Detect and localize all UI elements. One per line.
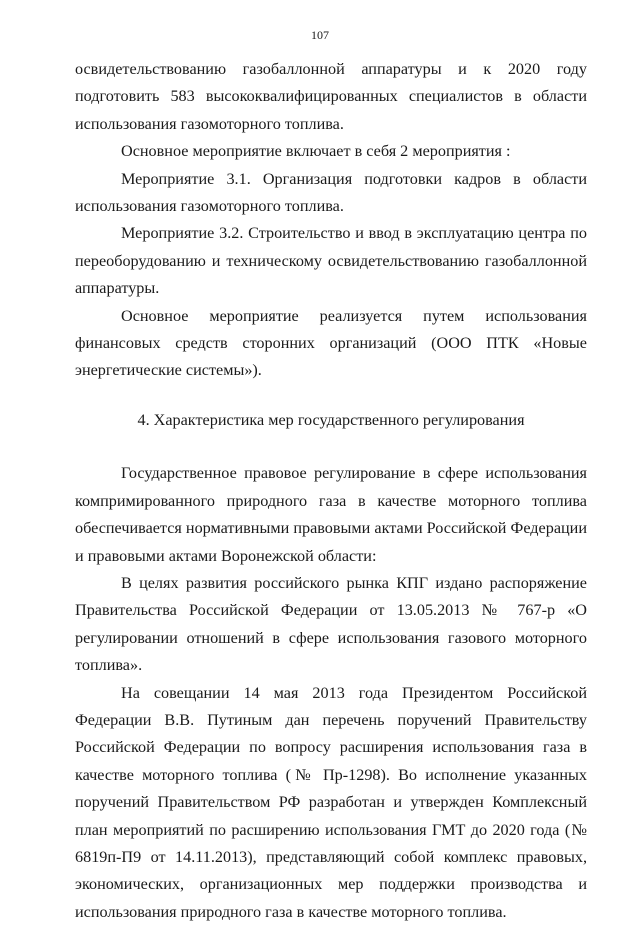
paragraph-state-regulation: Государственное правовое регулирование в сфере использования компримированного природного газа в качестве моторного топлива обеспечивается нормативными правовыми актами Российской Федерации и правовыми актами Воронежской области: (75, 464, 587, 565)
section-heading: 4. Характеристика мер государственного регулирования (137, 410, 525, 429)
paragraph-government-order: В целях развития российского рынка КПГ издано распоряжение Правительства Российской Федерации от 13.05.2013 № 767-р «О регулировании отношений в сфере использования газового моторного топлива». (75, 573, 587, 675)
page-number: 107 (311, 28, 329, 42)
page-body (75, 56, 587, 926)
paragraph-activity-3-1: Мероприятие 3.1. Организация подготовки кадров в области использования газомоторного топлива. (75, 169, 587, 216)
paragraph-continuation: освидетельствованию газобаллонной аппаратуры и к 2020 году подготовить 583 высококвалифицированных специалистов в области использования газомоторного топлива. (75, 60, 587, 133)
paragraph-funding: Основное мероприятие реализуется путем использования финансовых средств сторонних организаций (ООО ПТК «Новые энергетические системы»). (75, 306, 587, 380)
paragraph-activity-3-2: Мероприятие 3.2. Строительство и ввод в эксплуатацию центра по переоборудованию и техническому освидетельствованию газобаллонной аппаратуры. (75, 224, 587, 298)
paragraph-meeting: На совещании 14 мая 2013 года Президентом Российской Федерации В.В. Путиным дан перечень поручений Правительству Российской Федерации по вопросу расширения использования газа в качестве моторного топлива (№ Пр-1298). Во исполнение указанных поручений Правительством РФ разработан и утвержден Комплексный план мероприятий по расширению использования ГМТ до 2020 года (№ 6819п-П9 от 14.11.2013), представляющий собой комплекс правовых, экономических, организационных мер поддержки производства и использования природного газа в качестве моторного топлива. (75, 683, 587, 921)
paragraph-main-activity-intro: Основное мероприятие включает в себя 2 мероприятия : (121, 142, 511, 161)
